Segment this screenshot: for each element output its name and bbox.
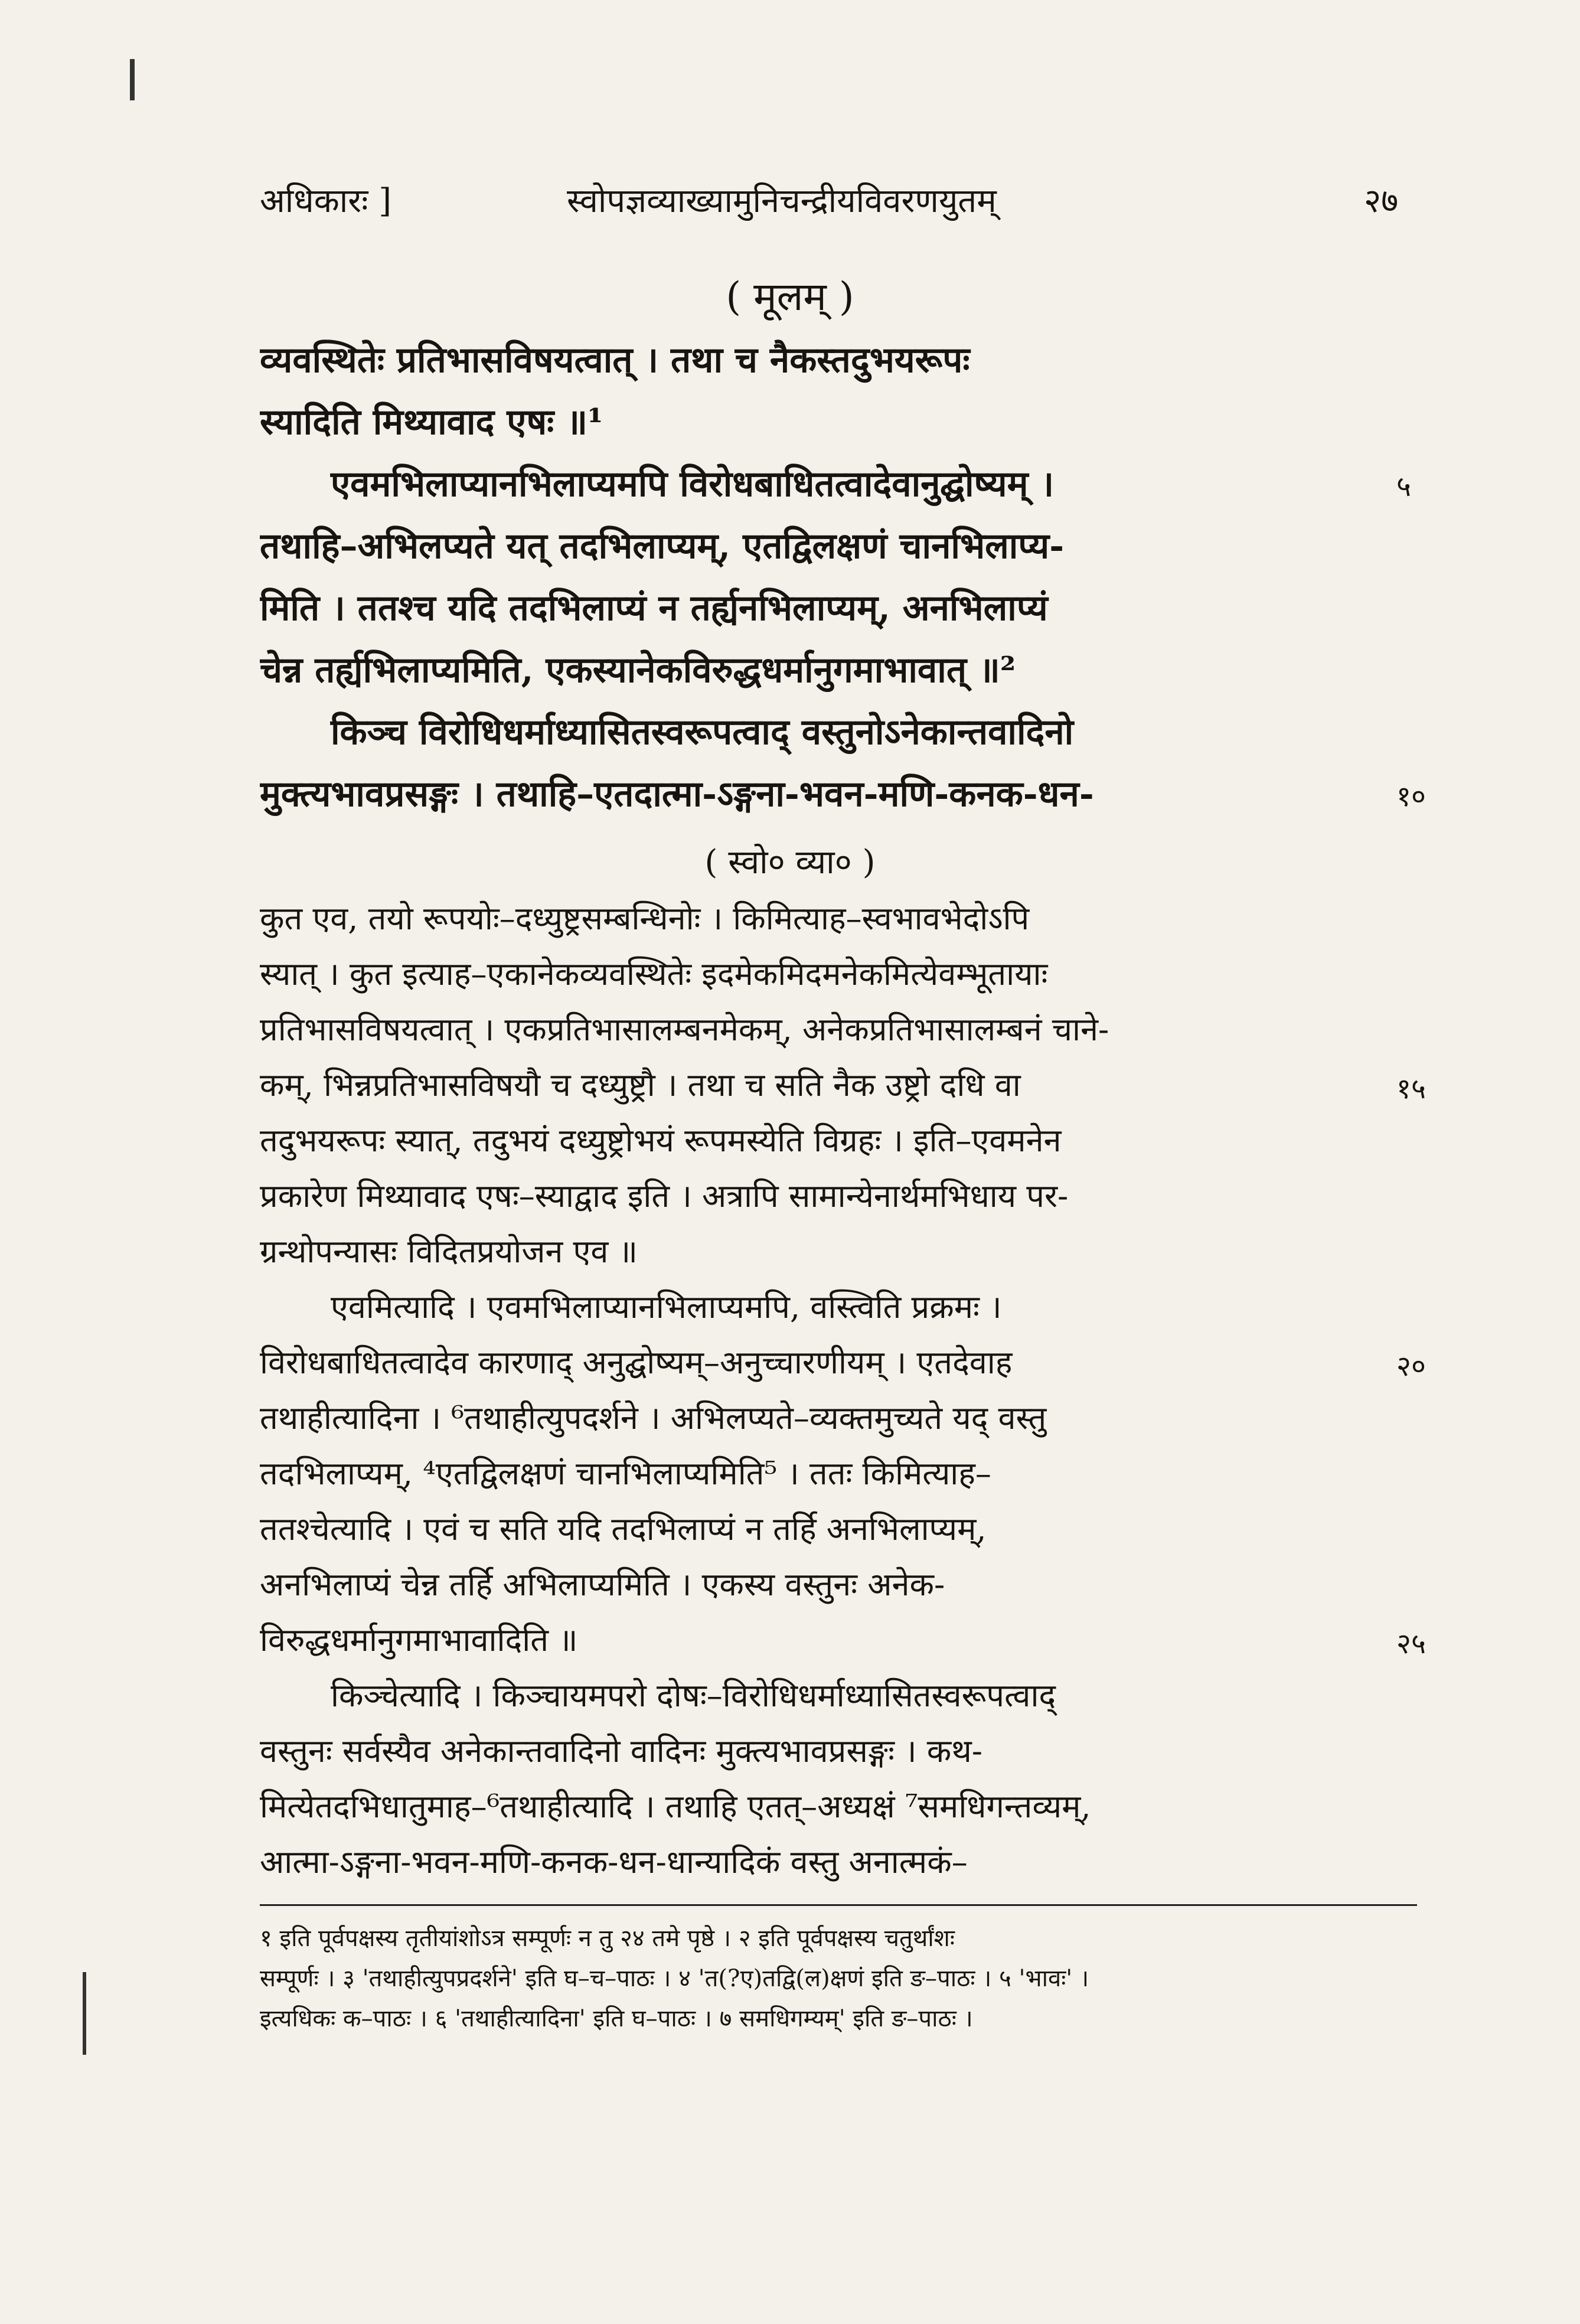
text-line: किञ्चेत्यादि । किञ्चायमपरो दोषः–विरोधिधर्माध्यासितस्वरूपत्वाद् — [331, 1677, 1056, 1714]
text-line: विरुद्धधर्मानुगमाभावादिति ॥ — [260, 1621, 578, 1659]
margin-mark-bottom — [83, 1972, 86, 2055]
text-line: तथाहीत्यादिना । ⁶तथाहीत्युपदर्शने । अभिलप्यते–व्यक्तमुच्यते यद् वस्तु — [260, 1399, 1047, 1437]
text-line: अनभिलाप्यं चेन्न तर्हि अभिलाप्यमिति । एकस्य वस्तुनः अनेक- — [260, 1566, 945, 1603]
text-line: ततश्चेत्यादि । एवं च सति यदि तदभिलाप्यं न तर्हि अनभिलाप्यम्, — [260, 1510, 987, 1548]
text-line: मुक्त्यभावप्रसङ्गः । तथाहि–एतदात्मा-ऽङ्गना-भवन-मणि-कनक-धन- — [260, 773, 1094, 815]
text-line: प्रतिभासविषयत्वात् । एकप्रतिभासालम्बनमेकम्, अनेकप्रतिभासालम्बनं चाने- — [260, 1011, 1109, 1048]
text-line: आत्मा-ऽङ्गना-भवन-मणि-कनक-धन-धान्यादिकं वस्तु अनात्मकं– — [260, 1843, 968, 1881]
text-line: तथाहि–अभिलप्यते यत् तदभिलाप्यम्, एतद्विलक्षणं चानभिलाप्य- — [260, 525, 1065, 567]
header-section-label: अधिकारः ] — [260, 182, 392, 220]
text-line: स्यात् । कुत इत्याह–एकानेकव्यवस्थितेः इदमेकमिदमनेकमित्येवम्भूतायाः — [260, 955, 1048, 993]
footnote-line: १ इति पूर्वपक्षस्य तृतीयांशोऽत्र सम्पूर्णः न तु २४ तमे पृष्ठे । २ इति पूर्वपक्षस्य चतुर्थांशः — [260, 1925, 955, 1952]
text-line: स्यादिति मिथ्यावाद एषः ॥¹ — [260, 402, 603, 443]
footnote-line: इत्यधिकः क–पाठः । ६ 'तथाहीत्यादिना' इति घ–पाठः । ७ समधिगम्यम्' इति ङ–पाठः । — [260, 2005, 973, 2032]
page-number: २७ — [1364, 182, 1399, 220]
text-line: कम्, भिन्नप्रतिभासविषयौ च दध्युष्ट्रौ । तथा च सति नैक उष्ट्रो दधि वा — [260, 1066, 1021, 1104]
text-line: प्रकारेण मिथ्यावाद एषः–स्याद्वाद इति । अत्रापि सामान्येनार्थमभिधाय पर- — [260, 1177, 1069, 1215]
line-number: २५ — [1396, 1627, 1426, 1660]
text-line: तदुभयरूपः स्यात्, तदुभयं दध्युष्ट्रोभयं रूपमस्येति विग्रहः । इति–एवमनेन — [260, 1122, 1062, 1159]
header-title: स्वोपज्ञव्याख्यामुनिचन्द्रीयविवरणयुतम् — [567, 182, 997, 220]
text-line: वस्तुनः सर्वस्यैव अनेकान्तवादिनो वादिनः मुक्त्यभावप्रसङ्गः । कथ- — [260, 1732, 983, 1770]
line-number: ५ — [1396, 470, 1411, 503]
text-line: व्यवस्थितेः प्रतिभासविषयत्वात् । तथा च नैकस्तदुभयरूपः — [260, 340, 970, 381]
text-line: मिति । ततश्च यदि तदभिलाप्यं न तर्ह्यनभिलाप्यम्, अनभिलाप्यं — [260, 587, 1048, 629]
footnotes — [260, 1919, 1417, 2039]
text-line: कुत एव, तयो रूपयोः–दध्युष्ट्रसम्बन्धिनोः । किमित्याह–स्वभावभेदोऽपि — [260, 900, 1030, 937]
footnote-line: सम्पूर्णः । ३ 'तथाहीत्युपप्रदर्शने' इति घ–च–पाठः । ४ 'त(?ए)तद्वि(ल)क्षणं इति ङ–पाठः । ५ 'भावः' । — [260, 1965, 1089, 1992]
line-number: १० — [1396, 780, 1426, 813]
text-line: मित्येतदभिधातुमाह–⁶तथाहीत्यादि । तथाहि एतत्–अध्यक्षं ⁷समधिगन्तव्यम्, — [260, 1788, 1091, 1825]
text-line: विरोधबाधितत्वादेव कारणाद् अनुद्घोष्यम्–अनुच्चारणीयम् । एतदेवाह — [260, 1344, 1013, 1381]
running-header — [0, 177, 1580, 230]
line-number: २० — [1396, 1350, 1426, 1383]
vyakhya-text — [260, 892, 1417, 1891]
footnote-rule — [260, 1904, 1417, 1906]
text-line: एवमित्यादि । एवमभिलाप्यानभिलाप्यमपि, वस्त्विति प्रक्रमः । — [331, 1288, 1002, 1326]
text-line: ग्रन्थोपन्यासः विदितप्रयोजन एव ॥ — [260, 1233, 638, 1270]
text-line: चेन्न तर्ह्यभिलाप्यमिति, एकस्यानेकविरुद्धधर्मानुगमाभावात् ॥² — [260, 649, 1016, 691]
line-number: १५ — [1396, 1072, 1426, 1105]
mula-heading: ( मूलम् ) — [726, 274, 854, 319]
mula-text — [260, 331, 1417, 827]
text-line: तदभिलाप्यम्, ⁴एतद्विलक्षणं चानभिलाप्यमिति⁵ । ततः किमित्याह– — [260, 1455, 991, 1492]
vyakhya-heading: ( स्वो० व्या० ) — [704, 843, 876, 882]
text-line: एवमभिलाप्यानभिलाप्यमपि विरोधबाधितत्वादेवानुद्घोष्यम् । — [331, 464, 1055, 505]
text-line: किञ्च विरोधिधर्माध्यासितस्वरूपत्वाद् वस्तुनोऽनेकान्तवादिनो — [331, 711, 1074, 753]
margin-mark-top — [130, 59, 135, 100]
